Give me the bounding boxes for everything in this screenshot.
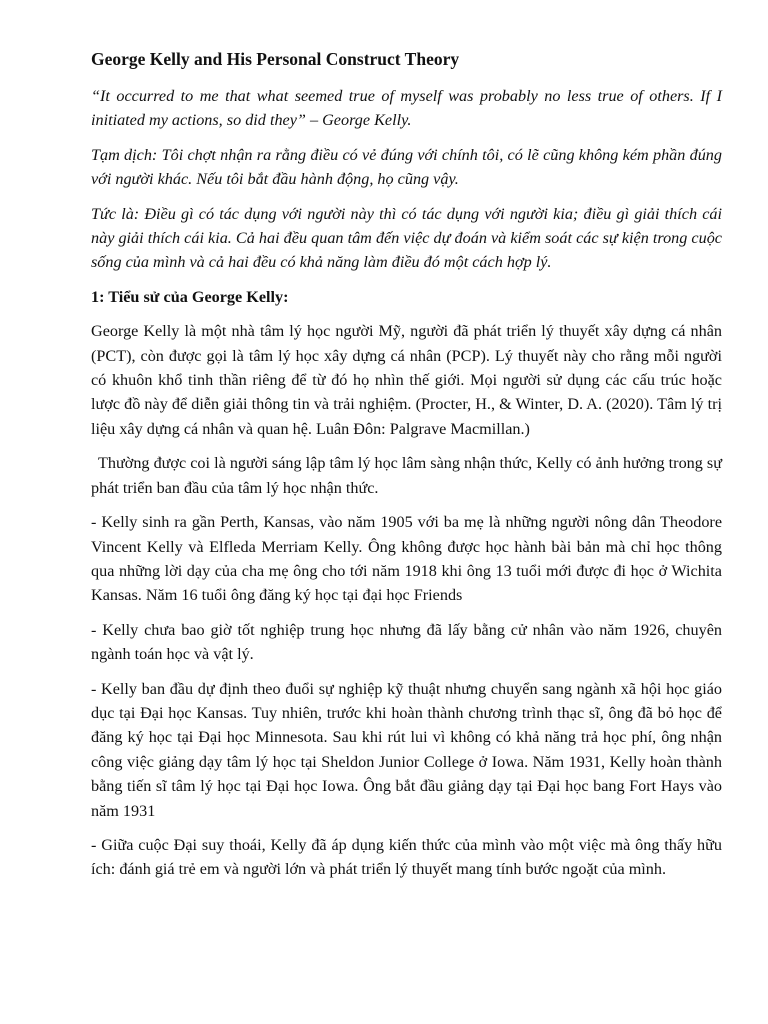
paragraph-depression: - Giữa cuộc Đại suy thoái, Kelly đã áp dụng kiến thức của mình vào một việc mà ông thấy hữu ích: đánh giá trẻ em và người lớn và phát triển lý thuyết mang tính bước ngoặt của mình. bbox=[91, 835, 722, 879]
paragraph-career: - Kelly ban đầu dự định theo đuổi sự nghiệp kỹ thuật nhưng chuyển sang ngành xã hội học giáo dục tại Đại học Kansas. Tuy nhiên, trước khi hoàn thành chương trình thạc sĩ, ông đã bỏ học để đăng ký học tại Đại học Minnesota. Sau khi rút lui vì không có khả năng trả học phí, ông nhận công việc giảng dạy tâm lý học tại Sheldon Junior College ở Iowa. Năm 1931, Kelly hoàn thành bằng tiến sĩ tâm lý học tại Đại học Iowa. Ông bắt đầu giảng dạy tại Đại học bang Fort Hays vào năm 1931 bbox=[91, 679, 722, 820]
document-title: George Kelly and His Personal Construct Theory bbox=[91, 49, 460, 69]
kelly-quote: “It occurred to me that what seemed true of myself was probably no less true of others. If I initiated my actions, so did they” – George Kelly. bbox=[91, 87, 722, 130]
paragraph-birth: - Kelly sinh ra gần Perth, Kansas, vào năm 1905 với ba mẹ là những người nông dân Theodore Vincent Kelly và Elfleda Merriam Kelly. Ông không được học hành bài bản mà chỉ học thông qua những lời dạy của cha mẹ ông cho tới năm 1918 khi ông 13 tuổi mới được đi học ở Wichita Kansas. Năm 16 tuổi ông đăng ký học tại đại học Friends bbox=[91, 513, 722, 605]
section-heading-biography: 1: Tiểu sử của George Kelly: bbox=[91, 287, 289, 306]
quote-translation: Tạm dịch: Tôi chợt nhận ra rằng điều có vẻ đúng với chính tôi, có lẽ cũng không kém phần đúng với người khác. Nếu tôi bắt đầu hành động, họ cũng vậy. bbox=[91, 145, 722, 189]
paragraph-pct-intro: George Kelly là một nhà tâm lý học người Mỹ, người đã phát triển lý thuyết xây dựng cá nhân (PCT), còn được gọi là tâm lý học xây dựng cá nhân (PCP). Lý thuyết này cho rằng mỗi người có khuôn khổ tinh thần riêng để từ đó họ nhìn thế giới. Mọi người sử dụng các cấu trúc hoặc lược đồ này để diễn giải thông tin và trải nghiệm. (Procter, H., & Winter, D. A. (2020). Tâm lý trị liệu xây dựng cá nhân và quan hệ. Luân Đôn: Palgrave Macmillan.) bbox=[91, 322, 722, 438]
quote-meaning: Tức là: Điều gì có tác dụng với người này thì có tác dụng với người kia; điều gì giải thích cái này giải thích cái kia. Cả hai đều quan tâm đến việc dự đoán và kiểm soát các sự kiện trong cuộc sống của mình và cả hai đều có khả năng làm điều đó một cách hợp lý. bbox=[91, 204, 722, 272]
paragraph-degree: - Kelly chưa bao giờ tốt nghiệp trung học nhưng đã lấy bằng cử nhân vào năm 1926, chuyên ngành toán học và vật lý. bbox=[91, 620, 722, 664]
paragraph-founder: Thường được coi là người sáng lập tâm lý học lâm sàng nhận thức, Kelly có ảnh hưởng trong sự phát triển ban đầu của tâm lý học nhận thức. bbox=[91, 454, 722, 497]
